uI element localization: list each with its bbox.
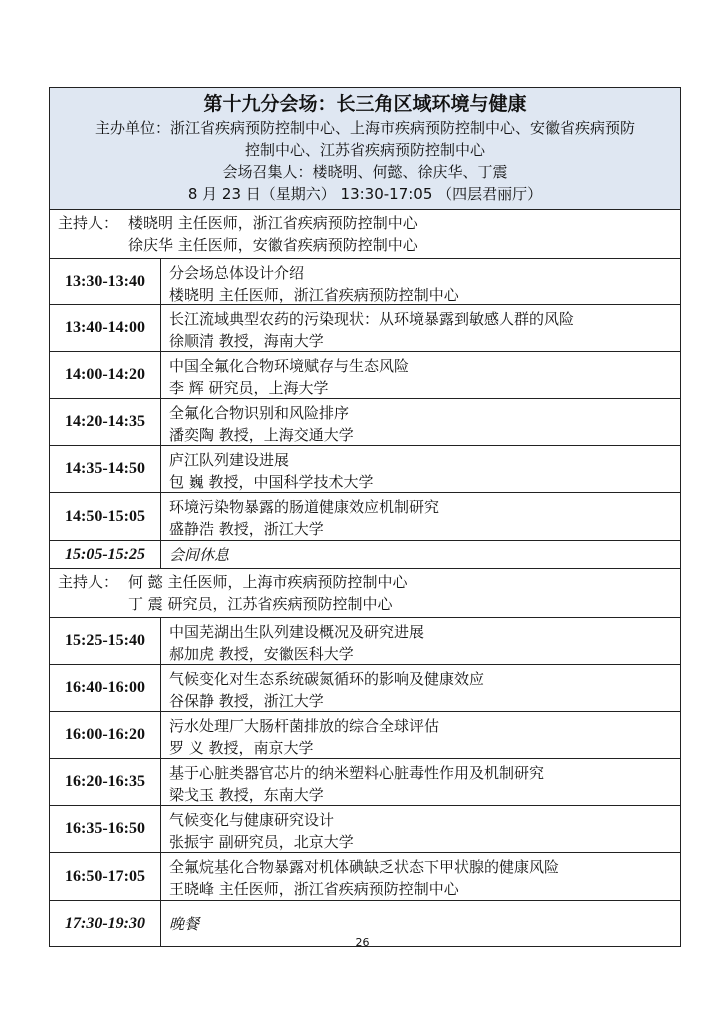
speaker: 谷保静 教授，浙江大学 — [169, 692, 324, 710]
talk-title: 中国芜湖出生队列建设概况及研究进展 — [169, 623, 425, 641]
talk-title: 中国全氟化合物环境赋存与生态风险 — [169, 357, 410, 375]
time-slot: 13:40-14:00 — [50, 305, 161, 351]
time-slot: 14:50-15:05 — [50, 493, 161, 540]
break-row — [50, 541, 680, 569]
organizers-line-2: 控制中心、江苏省疾病预防控制中心 — [244, 141, 485, 159]
host-line: 楼晓明 主任医师，浙江省疾病预防控制中心 — [128, 214, 418, 232]
speaker: 楼晓明 主任医师，浙江省疾病预防控制中心 — [169, 286, 459, 304]
time-slot: 14:00-14:20 — [50, 352, 161, 398]
speaker: 罗 义 教授，南京大学 — [169, 739, 314, 757]
page-number: 26 — [355, 936, 370, 949]
schedule-row — [50, 305, 680, 352]
conveners: 会场召集人：楼晓明、何懿、徐庆华、丁震 — [222, 163, 508, 181]
talk-title: 庐江队列建设进展 — [169, 451, 290, 469]
host-line: 丁 震 研究员，江苏省疾病预防控制中心 — [128, 595, 393, 613]
session-datetime: 8 月 23 日（星期六） 13:30-17:05 （四层君丽厅） — [187, 185, 543, 203]
talk-title: 全氟化合物识别和风险排序 — [169, 404, 350, 422]
time-slot: 13:30-13:40 — [50, 259, 161, 304]
session-title: 第十九分会场：长三角区域环境与健康 — [203, 93, 527, 115]
schedule-row — [50, 759, 680, 806]
talk-title: 基于心脏类器官芯片的纳米塑料心脏毒性作用及机制研究 — [169, 764, 545, 782]
time-slot: 15:25-15:40 — [50, 618, 161, 664]
schedule-row — [50, 493, 680, 541]
talk-title: 环境污染物暴露的肠道健康效应机制研究 — [169, 498, 440, 516]
dinner-label: 晚餐 — [169, 914, 200, 933]
time-slot: 16:00-16:20 — [50, 712, 161, 758]
talk-title: 污水处理厂大肠杆菌排放的综合全球评估 — [169, 717, 440, 735]
host-line: 何 懿 主任医师，上海市疾病预防控制中心 — [128, 573, 408, 591]
time-slot: 14:20-14:35 — [50, 399, 161, 445]
host-label: 主持人： — [58, 573, 119, 591]
schedule-row — [50, 446, 680, 493]
schedule-row — [50, 806, 680, 853]
schedule-row — [50, 259, 680, 305]
speaker: 张振宇 副研究员，北京大学 — [169, 833, 354, 851]
talk-title: 气候变化与健康研究设计 — [169, 811, 335, 829]
speaker: 包 巍 教授，中国科学技术大学 — [169, 473, 374, 491]
host-line: 徐庆华 主任医师，安徽省疾病预防控制中心 — [128, 236, 418, 254]
time-slot: 16:20-16:35 — [50, 759, 161, 805]
time-slot: 16:40-16:00 — [50, 665, 161, 711]
program-table — [49, 87, 681, 947]
schedule-row — [50, 712, 680, 759]
break-time: 15:05-15:25 — [50, 541, 161, 568]
schedule-row — [50, 399, 680, 446]
host-label: 主持人： — [58, 214, 119, 232]
dinner-time: 17:30-19:30 — [50, 901, 161, 946]
time-slot: 16:35-16:50 — [50, 806, 161, 852]
talk-title: 长江流域典型农药的污染现状：从环境暴露到敏感人群的风险 — [169, 310, 575, 328]
speaker: 梁戈玉 教授，东南大学 — [169, 786, 324, 804]
time-slot: 16:50-17:05 — [50, 853, 161, 900]
schedule-row — [50, 618, 680, 665]
talk-title: 气候变化对生态系统碳氮循环的影响及健康效应 — [169, 670, 485, 688]
talk-title: 全氟烷基化合物暴露对机体碘缺乏状态下甲状腺的健康风险 — [169, 858, 560, 876]
schedule-row — [50, 352, 680, 399]
speaker: 王晓峰 主任医师，浙江省疾病预防控制中心 — [169, 880, 459, 898]
organizers-line-1: 主办单位：浙江省疾病预防控制中心、上海市疾病预防控制中心、安徽省疾病预防 — [94, 119, 635, 137]
schedule-row — [50, 665, 680, 712]
schedule-row — [50, 853, 680, 901]
speaker: 李 辉 研究员，上海大学 — [169, 379, 329, 397]
time-slot: 14:35-14:50 — [50, 446, 161, 492]
speaker: 盛静浩 教授，浙江大学 — [169, 520, 324, 538]
break-label: 会间休息 — [169, 545, 230, 564]
speaker: 徐顺清 教授，海南大学 — [169, 332, 324, 350]
speaker: 潘奕陶 教授，上海交通大学 — [169, 426, 354, 444]
host-block-1 — [50, 210, 680, 259]
session-header — [50, 88, 680, 210]
speaker: 郝加虎 教授，安徽医科大学 — [169, 645, 354, 663]
host-block-2 — [50, 569, 680, 618]
talk-title: 分会场总体设计介绍 — [169, 264, 305, 282]
